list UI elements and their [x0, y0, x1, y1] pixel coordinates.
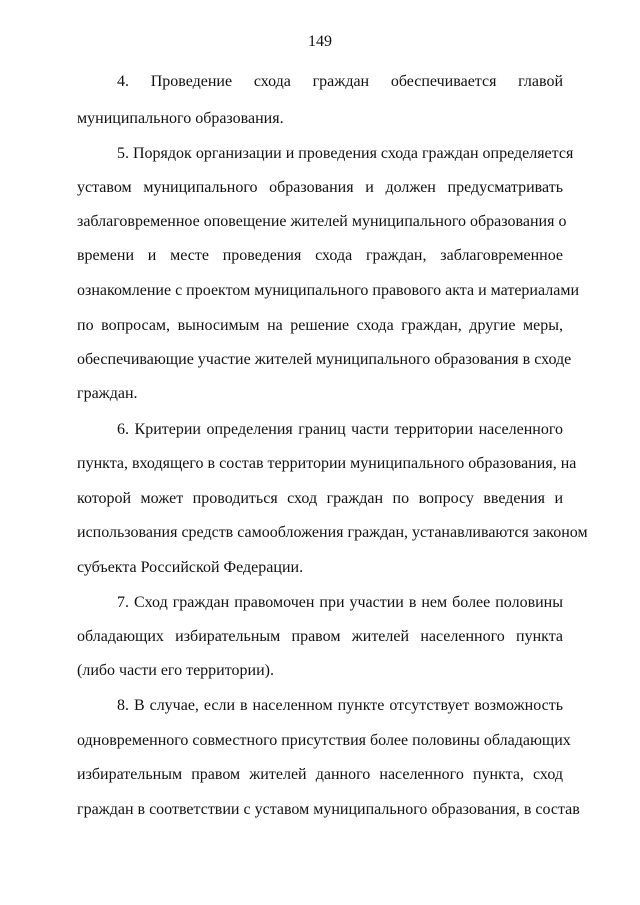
paragraph-6-line-1: 6. Критерии определения границ части территории населенного — [117, 421, 563, 438]
paragraph-5-line-4: времени и месте проведения схода граждан, заблаговременное — [77, 247, 563, 264]
paragraph-4-line-2: муниципального образования. — [77, 110, 284, 127]
paragraph-5-line-3: заблаговременное оповещение жителей муниципального образования о — [77, 213, 567, 230]
paragraph-7-line-1: 7. Сход граждан правомочен при участии в нем более половины — [117, 594, 563, 611]
paragraph-5-line-6: по вопросам, выносимым на решение схода граждан, другие меры, — [77, 317, 563, 334]
paragraph-5-line-2: уставом муниципального образования и должен предусматривать — [77, 179, 563, 196]
paragraph-8-line-2: одновременного совместного присутствия более половины обладающих — [77, 732, 571, 749]
paragraph-6-line-2: пункта, входящего в состав территории муниципального образования, на — [77, 455, 577, 472]
paragraph-6-line-5: субъекта Российской Федерации. — [77, 559, 304, 576]
paragraph-5-line-7: обеспечивающие участие жителей муниципального образования в сходе — [77, 351, 572, 368]
paragraph-7-line-3: (либо части его территории). — [77, 662, 274, 679]
paragraph-4-line-1: 4. Проведение схода граждан обеспечивается главой — [117, 73, 563, 90]
paragraph-8-line-3: избирательным правом жителей данного населенного пункта, сход — [77, 766, 563, 783]
paragraph-8-line-4: граждан в соответствии с уставом муниципального образования, в состав — [77, 801, 580, 818]
paragraph-5-line-5: ознакомление с проектом муниципального правового акта и материалами — [77, 282, 579, 299]
paragraph-6-line-4: использования средств самообложения граждан, устанавливаются законом — [77, 524, 588, 541]
paragraph-5-line-1: 5. Порядок организации и проведения схода граждан определяется — [117, 145, 574, 162]
paragraph-6-line-3: которой может проводиться сход граждан по вопросу введения и — [77, 490, 563, 507]
paragraph-7-line-2: обладающих избирательным правом жителей населенного пункта — [77, 628, 563, 645]
paragraph-8-line-1: 8. В случае, если в населенном пункте отсутствует возможность — [117, 697, 563, 714]
paragraph-5-line-8: граждан. — [77, 385, 138, 402]
page-number: 149 — [308, 33, 332, 50]
